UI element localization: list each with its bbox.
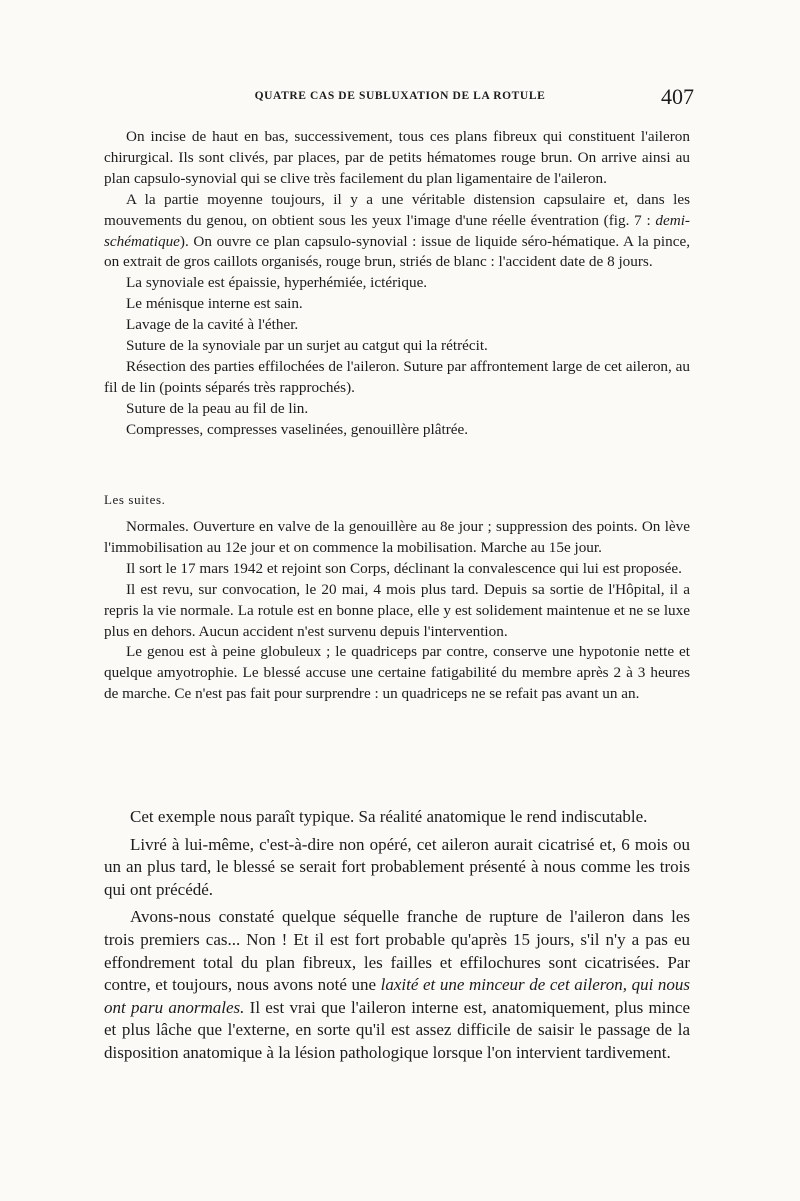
paragraph: Normales. Ouverture en valve de la genouillère au 8e jour ; suppression des points. On lève l'immobilisation au 12e jour et on commence la mobilisation. Marche au 15e jour. <box>104 518 690 556</box>
paragraph: Cet exemple nous paraît typique. Sa réalité anatomique le rend indiscutable. <box>130 807 648 826</box>
list-item: Résection des parties effilochées de l'aileron. Suture par affrontement large de cet aileron, au fil de lin (points séparés très rapprochés). <box>104 357 690 396</box>
section-heading: Les suites. <box>104 492 166 507</box>
suites-section <box>104 517 690 705</box>
running-title: QUATRE CAS DE SUBLUXATION DE LA ROTULE <box>254 90 546 102</box>
paragraph: Avons-nous constaté quelque séquelle franche de rupture de l'aileron dans les trois premiers cas... Non ! Et il est fort probable qu'après 15 jours, s'il n'y a pas eu effondrement total du plan fibreux, les failles et effilochures sont cicatrisées. Par contre, et toujours, nous avons noté une laxité et une minceur de cet aileron, qui nous ont paru anormales. Il est vrai que l'aileron interne est, anatomiquement, plus mince et plus lâche que l'externe, en sorte qu'il est assez difficile de saisir le passage de la disposition anatomique à la lésion pathologique lorsque l'on intervient tardivement. <box>104 907 690 1062</box>
paragraph: On incise de haut en bas, successivement, tous ces plans fibreux qui constituent l'aileron chirurgical. Ils sont clivés, par places, par de petits hématomes rouge brun. On arrive ainsi au plan capsulo-synovial qui se clive très facilement du plan ligamentaire de l'aileron. <box>104 128 690 187</box>
discussion-section <box>104 806 690 1070</box>
list-item: Suture de la peau au fil de lin. <box>126 399 309 417</box>
operation-section <box>104 127 690 441</box>
italic-text: laxité et une minceur de cet aileron, qui nous ont paru anormales. <box>104 975 690 1017</box>
paragraph: Le genou est à peine globuleux ; le quadriceps par contre, conserve une hypotonie nette et quelque amyotrophie. Le blessé accuse une certaine fatigabilité du membre après 2 à 3 heures de marche. Ce n'est pas fait pour surprendre : un quadriceps ne se refait pas avant un an. <box>104 643 690 703</box>
paragraph: A la partie moyenne toujours, il y a une véritable distension capsulaire et, dans les mouvements du genou, on obtient sous les yeux l'image d'une réelle éventration (fig. 7 : demi-schématique). On ouvre ce plan capsulo-synovial : issue de liquide séro-hématique. A la pince, on extrait de gros caillots organisés, rouge brun, striés de blanc : l'accident date de 8 jours. <box>104 190 690 271</box>
italic-text: demi-schématique <box>104 211 690 250</box>
list-item: La synoviale est épaissie, hyperhémiée, ictérique. <box>126 274 428 292</box>
paragraph: Il est revu, sur convocation, le 20 mai, 4 mois plus tard. Depuis sa sortie de l'Hôpital, il a repris la vie normale. La rotule est en bonne place, elle y est solidement maintenue et ne se luxe plus en dehors. Aucun accident n'est survenu depuis l'intervention. <box>104 580 690 640</box>
page-number: 407 <box>661 84 694 109</box>
list-item: Suture de la synoviale par un surjet au catgut qui la rétrécit. <box>126 337 488 355</box>
list-item: Le ménisque interne est sain. <box>126 295 303 313</box>
list-item: Compresses, compresses vaselinées, genouillère plâtrée. <box>126 420 469 438</box>
paragraph: Livré à lui-même, c'est-à-dire non opéré, cet aileron aurait cicatrisé et, 6 mois ou un an plus tard, le blessé se serait fort probablement présenté à nous comme les trois qui ont précédé. <box>104 834 690 899</box>
paragraph: Il sort le 17 mars 1942 et rejoint son Corps, déclinant la convalescence qui lui est proposée. <box>126 559 682 577</box>
list-item: Lavage de la cavité à l'éther. <box>126 316 299 334</box>
